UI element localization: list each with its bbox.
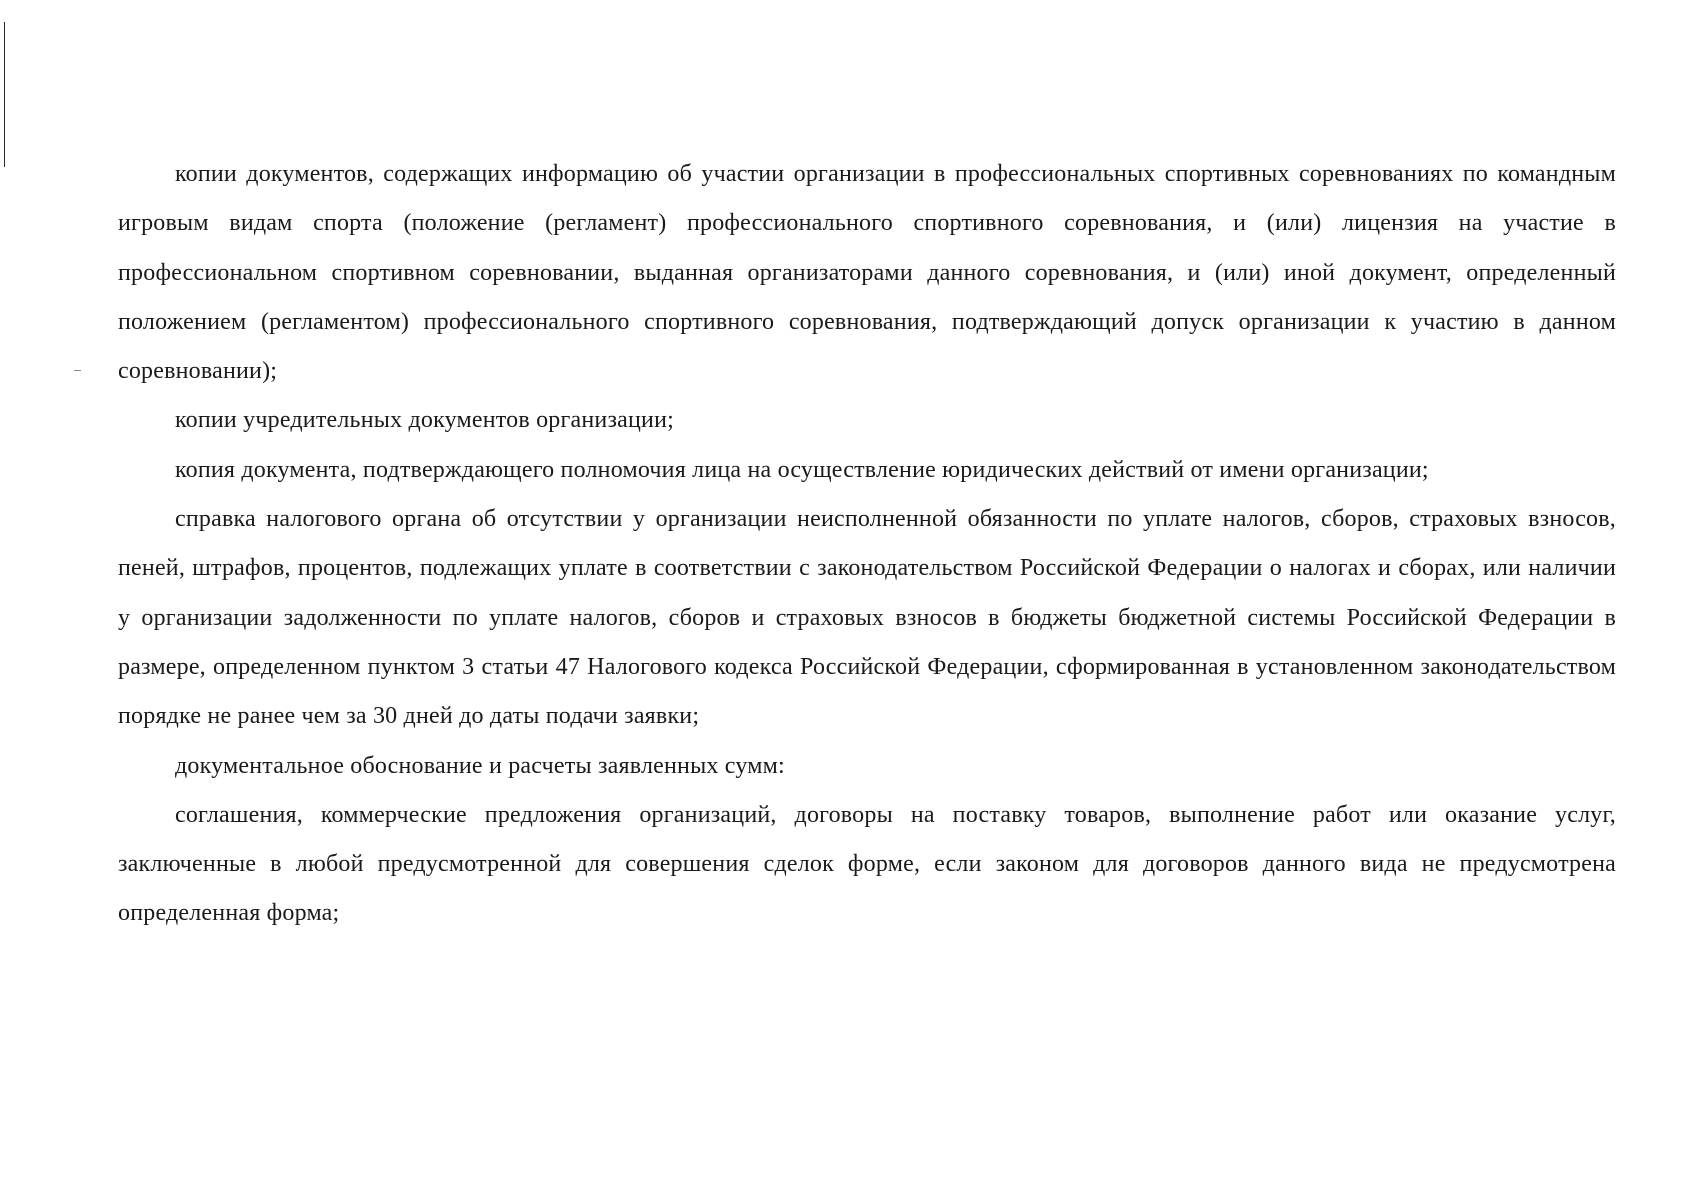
paragraph-founding-documents: копии учредительных документов организации; (175, 407, 674, 434)
scan-margin-line (4, 22, 5, 167)
paragraph-agreements: соглашения, коммерческие предложения организаций, договоры на поставку товаров, выполнение работ или оказание услуг, заключенные в любой предусмотренной для совершения сделок форме, если законом для договоров данного вида не предусмотрена определенная форма; (118, 801, 1616, 927)
document-body (118, 150, 1616, 939)
scan-margin-dash (74, 370, 81, 371)
paragraph-authority-document: копия документа, подтверждающего полномочия лица на осуществление юридических действий от имени организации; (175, 456, 1429, 483)
paragraph-tax-certificate: справка налогового органа об отсутствии у организации неисполненной обязанности по уплате налогов, сборов, страховых взносов, пеней, штрафов, процентов, подлежащих уплате в соответствии с законодательством Российской Федерации о налогах и сборах, или наличии у организации задолженности по уплате налогов, сборов и страховых взносов в бюджеты бюджетной системы Российской Федерации в размере, определенном пунктом 3 статьи 47 Налогового кодекса Российской Федерации, сформированная в установленном законодательством порядке не ранее чем за 30 дней до даты подачи заявки; (118, 506, 1616, 730)
paragraph-competition-documents: копии документов, содержащих информацию об участии организации в профессиональных спортивных соревнованиях по командным игровым видам спорта (положение (регламент) профессионального спортивного соревнования, и (или) лицензия на участие в профессиональном спортивном соревновании, выданная организаторами данного соревнования, и (или) иной документ, определенный положением (регламентом) профессионального спортивного соревнования, подтверждающий допуск организации к участию в данном соревновании); (118, 161, 1616, 385)
paragraph-justification: документальное обоснование и расчеты заявленных сумм: (175, 752, 785, 779)
